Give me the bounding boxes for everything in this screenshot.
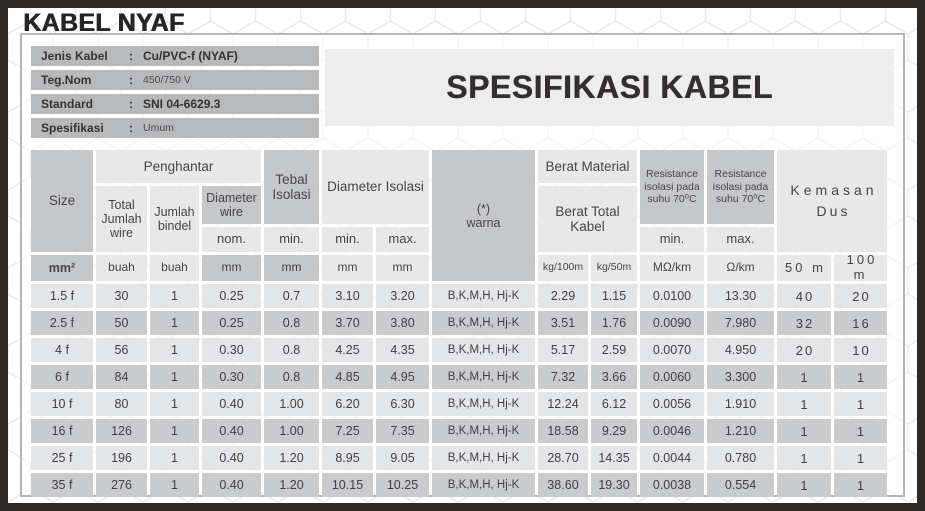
info-row-teg-nom	[31, 70, 319, 90]
table-cell: 56	[96, 338, 147, 362]
table-cell: 50	[96, 311, 147, 335]
table-cell: 0.8	[264, 338, 319, 362]
header-diameter-wire-nom: nom.	[202, 227, 261, 252]
header-tebal-isolasi: Tebal Isolasi	[264, 150, 319, 224]
table-cell: 1.910	[707, 392, 774, 416]
unit-tebal-isolasi: mm	[264, 255, 319, 281]
table-cell: 2.59	[591, 338, 637, 362]
table-cell: 0.0056	[640, 392, 704, 416]
table-cell: 2.29	[538, 284, 588, 308]
table-cell: 14.35	[591, 446, 637, 470]
table-cell: 0.0038	[640, 473, 704, 497]
header-kemasan-line1: Kemasan	[790, 182, 878, 198]
info-separator: :	[129, 49, 133, 63]
table-cell: 3.66	[591, 365, 637, 389]
table-cell: B,K,M,H, Hj-K	[432, 284, 535, 308]
spec-heading-box	[325, 49, 894, 126]
unit-diameter-wire: mm	[202, 255, 261, 281]
unit-diameter-isolasi-max: mm	[376, 255, 429, 281]
table-cell: 10.15	[322, 473, 373, 497]
info-value: Cu/PVC-f (NYAF)	[143, 49, 238, 63]
table-cell: 1.20	[264, 446, 319, 470]
table-cell: 25 f	[31, 446, 93, 470]
unit-total-wire: buah	[96, 255, 147, 281]
table-cell: 8.95	[322, 446, 373, 470]
header-diameter-wire: Diameter wire	[202, 186, 261, 224]
table-cell: 0.780	[707, 446, 774, 470]
info-label: Teg.Nom	[41, 73, 92, 87]
table-cell: 12.24	[538, 392, 588, 416]
table-cell: 1	[150, 365, 199, 389]
unit-bindel: buah	[150, 255, 199, 281]
table-cell: 1	[150, 419, 199, 443]
table-cell: 3.10	[322, 284, 373, 308]
unit-resistance-max: Ω/km	[707, 255, 774, 281]
table-cell: 1	[150, 311, 199, 335]
table-cell: 0.0044	[640, 446, 704, 470]
header-kemasan-line2: Dus	[816, 203, 851, 219]
table-cell: 0.0070	[640, 338, 704, 362]
table-cell: 19.30	[591, 473, 637, 497]
table-cell: 10 f	[31, 392, 93, 416]
info-value: SNI 04-6629.3	[143, 97, 221, 111]
table-cell: 30	[96, 284, 147, 308]
table-cell: 18.58	[538, 419, 588, 443]
unit-diameter-isolasi-min: mm	[322, 255, 373, 281]
table-cell: 4.35	[376, 338, 429, 362]
table-cell: 80	[96, 392, 147, 416]
table-cell: B,K,M,H, Hj-K	[432, 338, 535, 362]
table-cell: 4 f	[31, 338, 93, 362]
table-cell: 1.5 f	[31, 284, 93, 308]
table-cell: 0.554	[707, 473, 774, 497]
table-cell: B,K,M,H, Hj-K	[432, 311, 535, 335]
table-cell: 5.17	[538, 338, 588, 362]
table-cell: 0.30	[202, 338, 261, 362]
table-cell: 0.0100	[640, 284, 704, 308]
table-cell: 6.12	[591, 392, 637, 416]
header-warna-asterisk: (*)	[476, 201, 491, 216]
table-cell: 0.40	[202, 419, 261, 443]
table-cell: 0.8	[264, 365, 319, 389]
header-size: Size	[31, 150, 93, 252]
table-cell: 0.0090	[640, 311, 704, 335]
table-cell: 20	[777, 338, 831, 362]
table-cell: 2.5 f	[31, 311, 93, 335]
table-cell: 276	[96, 473, 147, 497]
table-cell: 0.0060	[640, 365, 704, 389]
header-warna	[432, 150, 535, 281]
table-cell: 16 f	[31, 419, 93, 443]
table-cell: 196	[96, 446, 147, 470]
header-resistance-max: Resistance isolasi pada suhu 70⁰C	[707, 150, 774, 224]
table-cell: B,K,M,H, Hj-K	[432, 392, 535, 416]
unit-resistance-min: MΩ/km	[640, 255, 704, 281]
table-cell: 38.60	[538, 473, 588, 497]
table-cell: 1.00	[264, 419, 319, 443]
table-cell: 4.85	[322, 365, 373, 389]
table-cell: 0.0046	[640, 419, 704, 443]
table-cell: 4.25	[322, 338, 373, 362]
table-cell: 126	[96, 419, 147, 443]
header-tebal-isolasi-min: min.	[264, 227, 319, 252]
table-cell: B,K,M,H, Hj-K	[432, 446, 535, 470]
table-cell: 6 f	[31, 365, 93, 389]
table-cell: 1.20	[264, 473, 319, 497]
table-cell: 16	[834, 311, 887, 335]
table-cell: 13.30	[707, 284, 774, 308]
table-cell: 1.15	[591, 284, 637, 308]
info-separator: :	[129, 73, 133, 87]
table-cell: 1	[777, 392, 831, 416]
table-cell: 1	[777, 446, 831, 470]
table-cell: 1	[150, 446, 199, 470]
unit-berat-kg100m: kg/100m	[538, 255, 588, 281]
table-cell: 3.70	[322, 311, 373, 335]
table-cell: 0.25	[202, 284, 261, 308]
info-separator: :	[129, 97, 133, 111]
table-cell: 1.76	[591, 311, 637, 335]
table-cell: 7.25	[322, 419, 373, 443]
header-kemasan-dus	[777, 150, 887, 252]
spec-panel	[20, 33, 905, 497]
table-cell: 1.210	[707, 419, 774, 443]
header-berat-material: Berat Material	[538, 150, 637, 183]
info-label: Standard	[41, 97, 94, 111]
unit-kemasan-100m: 100 m	[834, 255, 887, 281]
table-cell: 3.80	[376, 311, 429, 335]
info-value: Umum	[143, 122, 174, 134]
info-row-standard	[31, 94, 319, 114]
spec-table	[31, 150, 887, 497]
table-cell: 1	[150, 338, 199, 362]
unit-berat-kg50m: kg/50m	[591, 255, 637, 281]
info-label: Spesifikasi	[41, 121, 104, 135]
table-cell: 10	[834, 338, 887, 362]
info-separator: :	[129, 121, 133, 135]
table-cell: 1	[150, 392, 199, 416]
table-cell: 1	[777, 473, 831, 497]
table-cell: 3.51	[538, 311, 588, 335]
table-cell: 84	[96, 365, 147, 389]
table-cell: 7.35	[376, 419, 429, 443]
info-row-spesifikasi	[31, 118, 319, 138]
table-cell: 4.950	[707, 338, 774, 362]
table-cell: 7.32	[538, 365, 588, 389]
table-cell: B,K,M,H, Hj-K	[432, 473, 535, 497]
table-cell: 0.40	[202, 446, 261, 470]
table-cell: 4.95	[376, 365, 429, 389]
table-cell: 1	[834, 392, 887, 416]
table-cell: 0.40	[202, 473, 261, 497]
table-cell: 1	[834, 473, 887, 497]
header-penghantar: Penghantar	[96, 150, 261, 183]
table-cell: 9.29	[591, 419, 637, 443]
header-diameter-isolasi-max: max.	[376, 227, 429, 252]
page-title: KABEL NYAF	[23, 9, 185, 37]
table-cell: 0.8	[264, 311, 319, 335]
table-cell: B,K,M,H, Hj-K	[432, 365, 535, 389]
table-cell: 35 f	[31, 473, 93, 497]
table-cell: 20	[834, 284, 887, 308]
info-row-jenis-kabel	[31, 46, 319, 66]
table-cell: 1	[834, 365, 887, 389]
table-cell: 3.300	[707, 365, 774, 389]
spec-heading: SPESIFIKASI KABEL	[446, 69, 773, 105]
table-cell: 32	[777, 311, 831, 335]
table-cell: 0.25	[202, 311, 261, 335]
table-cell: 1	[150, 284, 199, 308]
header-berat-total-kabel: Berat Total Kabel	[538, 186, 637, 252]
table-cell: 1	[834, 446, 887, 470]
table-cell: 3.20	[376, 284, 429, 308]
unit-size: mm²	[31, 255, 93, 281]
table-cell: 40	[777, 284, 831, 308]
table-cell: 1	[777, 365, 831, 389]
table-cell: B,K,M,H, Hj-K	[432, 419, 535, 443]
table-cell: 28.70	[538, 446, 588, 470]
table-cell: 1	[150, 473, 199, 497]
header-jumlah-bindel: Jumlah bindel	[150, 186, 199, 252]
top-section	[31, 45, 894, 138]
table-cell: 0.7	[264, 284, 319, 308]
table-cell: 9.05	[376, 446, 429, 470]
header-resistance-max-sub: max.	[707, 227, 774, 252]
header-diameter-isolasi-min: min.	[322, 227, 373, 252]
header-warna-label: warna	[466, 215, 501, 230]
header-resistance-min-sub: min.	[640, 227, 704, 252]
table-cell: 0.30	[202, 365, 261, 389]
info-value: 450/750 V	[143, 74, 191, 86]
table-cell: 7.980	[707, 311, 774, 335]
table-cell: 1	[834, 419, 887, 443]
table-cell: 0.40	[202, 392, 261, 416]
table-cell: 6.30	[376, 392, 429, 416]
cable-info-box	[31, 45, 319, 138]
info-label: Jenis Kabel	[41, 49, 108, 63]
table-cell: 6.20	[322, 392, 373, 416]
header-diameter-isolasi: Diameter Isolasi	[322, 150, 429, 224]
table-cell: 1	[777, 419, 831, 443]
table-cell: 1.00	[264, 392, 319, 416]
unit-kemasan-50m: 50 m	[777, 255, 831, 281]
header-total-jumlah-wire: Total Jumlah wire	[96, 186, 147, 252]
table-cell: 10.25	[376, 473, 429, 497]
header-resistance-min: Resistance isolasi pada suhu 70⁰C	[640, 150, 704, 224]
